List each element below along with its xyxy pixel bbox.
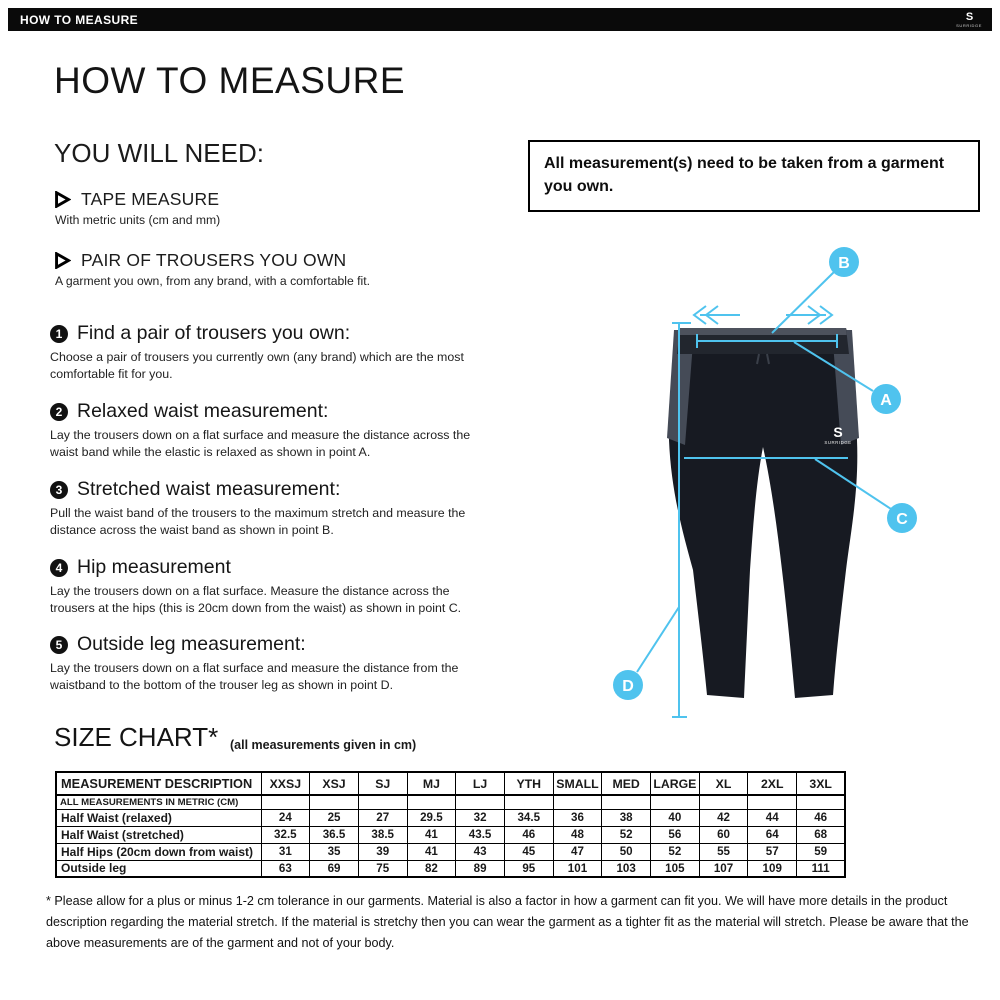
surridge-wordmark: SURRIDGE: [956, 22, 982, 28]
step-description: Choose a pair of trousers you currently own (any brand) which are the most comfortable fit for you.: [50, 350, 464, 381]
table-cell: 52: [651, 843, 700, 860]
size-chart-subtitle: (all measurements given in cm): [230, 738, 417, 752]
table-metric-note: ALL MEASUREMENTS IN METRIC (CM): [56, 795, 261, 809]
step-number-badge: 4: [50, 559, 68, 577]
step-description: Lay the trousers down on a flat surface and measure the distance from the waistband to the bottom of the trouser leg as shown in point D.: [50, 661, 459, 692]
table-cell: 41: [407, 843, 456, 860]
step-1: [50, 322, 500, 382]
need-item-tape-measure: [54, 189, 504, 227]
top-bar-title: HOW TO MEASURE: [20, 12, 139, 27]
step-3: [50, 478, 500, 538]
step-4: [50, 556, 500, 616]
table-cell: 32: [456, 809, 505, 826]
top-bar: [8, 8, 992, 31]
step-5: [50, 633, 500, 693]
table-header-cell: MJ: [407, 772, 456, 795]
table-cell: 46: [504, 826, 553, 843]
point-label-b: B: [838, 255, 850, 272]
table-header-cell: XXSJ: [261, 772, 310, 795]
table-cell: 25: [310, 809, 359, 826]
step-2: [50, 400, 500, 460]
page-title: HOW TO MEASURE: [54, 60, 406, 101]
table-cell: 52: [602, 826, 651, 843]
need-item-description: With metric units (cm and mm): [55, 213, 221, 227]
table-header-cell: SJ: [358, 772, 407, 795]
table-cell: 103: [602, 860, 651, 877]
step-description: Lay the trousers down on a flat surface. Measure the distance across the trousers at the hips (this is 20cm down from the waist) as shown in point C.: [50, 584, 462, 615]
table-cell-empty: [553, 795, 602, 809]
table-header-cell: LARGE: [651, 772, 700, 795]
table-cell: 32.5: [261, 826, 310, 843]
table-cell: 31: [261, 843, 310, 860]
table-metric-row: [56, 795, 845, 809]
table-header-cell: SMALL: [553, 772, 602, 795]
table-cell: 101: [553, 860, 602, 877]
table-cell: 50: [602, 843, 651, 860]
table-cell-empty: [651, 795, 700, 809]
table-cell: 48: [553, 826, 602, 843]
table-cell: 95: [504, 860, 553, 877]
table-cell: 43: [456, 843, 505, 860]
table-cell-empty: [748, 795, 797, 809]
you-will-need-heading: YOU WILL NEED:: [54, 138, 264, 168]
point-label-a: A: [880, 392, 892, 409]
garment-logo-wordmark: SURRIDGE: [824, 440, 852, 445]
table-cell: 29.5: [407, 809, 456, 826]
table-cell: 109: [748, 860, 797, 877]
step-description: Pull the waist band of the trousers to the maximum stretch and measure the distance across the waist band as shown in point B.: [50, 506, 466, 537]
table-cell: 68: [797, 826, 846, 843]
table-cell-empty: [358, 795, 407, 809]
need-item-label: TAPE MEASURE: [81, 189, 220, 209]
table-header-cell: LJ: [456, 772, 505, 795]
table-row-label: Outside leg: [56, 860, 261, 877]
table-cell: 36: [553, 809, 602, 826]
need-item-description: A garment you own, from any brand, with a comfortable fit.: [55, 274, 370, 288]
table-cell: 75: [358, 860, 407, 877]
table-cell: 35: [310, 843, 359, 860]
table-cell-empty: [456, 795, 505, 809]
triangle-bullet-icon: [54, 252, 71, 269]
step-number-badge: 3: [50, 481, 68, 499]
table-cell: 42: [699, 809, 748, 826]
triangle-bullet-icon: [54, 191, 71, 208]
table-cell: 69: [310, 860, 359, 877]
table-row: [56, 860, 845, 877]
size-chart-table: [55, 771, 846, 878]
surridge-s-icon: S: [965, 10, 973, 23]
table-cell: 36.5: [310, 826, 359, 843]
table-cell: 38.5: [358, 826, 407, 843]
table-cell: 60: [699, 826, 748, 843]
step-number-badge: 5: [50, 636, 68, 654]
point-label-c: C: [896, 511, 908, 528]
trousers-measurement-figure: [610, 240, 1000, 740]
measure-arrow-left: [694, 306, 740, 324]
table-cell: 45: [504, 843, 553, 860]
table-row: [56, 809, 845, 826]
step-title: Hip measurement: [77, 556, 231, 578]
table-cell: 59: [797, 843, 846, 860]
table-header-cell: 2XL: [748, 772, 797, 795]
table-row: [56, 843, 845, 860]
need-item-label: PAIR OF TROUSERS YOU OWN: [81, 250, 347, 270]
table-cell: 46: [797, 809, 846, 826]
table-cell: 57: [748, 843, 797, 860]
step-title: Stretched waist measurement:: [77, 478, 341, 500]
table-header-cell: XSJ: [310, 772, 359, 795]
step-number-badge: 1: [50, 325, 68, 343]
leader-line-b: [772, 272, 834, 333]
table-cell: 41: [407, 826, 456, 843]
table-cell: 64: [748, 826, 797, 843]
table-cell-empty: [504, 795, 553, 809]
trousers-waistband-edge: [679, 328, 846, 335]
table-cell: 105: [651, 860, 700, 877]
table-cell: 63: [261, 860, 310, 877]
table-cell-empty: [797, 795, 846, 809]
note-box: All measurement(s) need to be taken from a garment you own.: [528, 140, 980, 212]
footnote-text: * Please allow for a plus or minus 1-2 cm tolerance in our garments. Material is also a factor in how a garment can fit you. We will have more details in the product description regarding the material stretch. If the material is stretchy then you can wear the garment as a tighter fit as the material will stretch. Please be aware that the above measurements are of the garment and not of your body.: [46, 894, 969, 950]
table-header-cell: XL: [699, 772, 748, 795]
measure-arrow-right: [786, 306, 832, 324]
step-title: Relaxed waist measurement:: [77, 400, 329, 422]
table-cell: 47: [553, 843, 602, 860]
table-header-cell: 3XL: [797, 772, 846, 795]
table-cell: 56: [651, 826, 700, 843]
table-cell: 34.5: [504, 809, 553, 826]
table-cell: 38: [602, 809, 651, 826]
garment-logo-s-icon: S: [833, 424, 843, 440]
table-cell: 39: [358, 843, 407, 860]
table-cell: 107: [699, 860, 748, 877]
surridge-logo: [956, 12, 982, 28]
trousers-silhouette: [669, 328, 857, 698]
table-cell: 89: [456, 860, 505, 877]
table-cell: 24: [261, 809, 310, 826]
table-cell-empty: [310, 795, 359, 809]
size-chart-heading: SIZE CHART*: [54, 722, 219, 752]
table-header-cell: YTH: [504, 772, 553, 795]
table-cell-empty: [261, 795, 310, 809]
point-label-d: D: [622, 678, 634, 695]
table-cell: 44: [748, 809, 797, 826]
table-row: [56, 826, 845, 843]
table-header-row: [56, 772, 845, 795]
table-cell-empty: [602, 795, 651, 809]
table-cell: 55: [699, 843, 748, 860]
table-header-cell: MEASUREMENT DESCRIPTION: [56, 772, 261, 795]
table-cell-empty: [407, 795, 456, 809]
table-cell: 111: [797, 860, 846, 877]
table-row-label: Half Waist (relaxed): [56, 809, 261, 826]
step-number-badge: 2: [50, 403, 68, 421]
table-cell: 82: [407, 860, 456, 877]
need-item-trousers: [54, 250, 504, 288]
table-cell: 43.5: [456, 826, 505, 843]
table-header-cell: MED: [602, 772, 651, 795]
leader-line-d: [637, 607, 679, 672]
table-row-label: Half Waist (stretched): [56, 826, 261, 843]
table-cell: 27: [358, 809, 407, 826]
table-cell-empty: [699, 795, 748, 809]
step-title: Find a pair of trousers you own:: [77, 322, 351, 344]
table-row-label: Half Hips (20cm down from waist): [56, 843, 261, 860]
step-title: Outside leg measurement:: [77, 633, 306, 655]
step-description: Lay the trousers down on a flat surface and measure the distance across the waist band while the elastic is relaxed as shown in point A.: [50, 428, 471, 459]
table-cell: 40: [651, 809, 700, 826]
